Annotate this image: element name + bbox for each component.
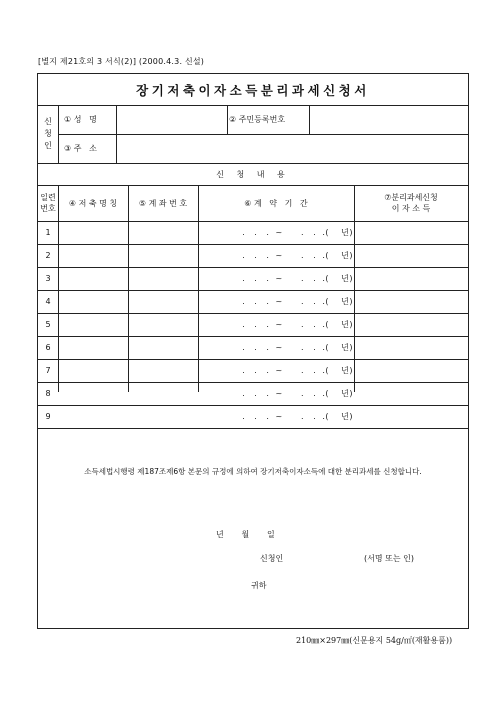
applicant-section: [38, 105, 468, 164]
row-serial-number: 3: [45, 274, 51, 283]
row-contract-period[interactable]: . . . ~ . . .( 년): [242, 274, 353, 283]
table-row: [38, 267, 468, 291]
name-label: ① 성 명: [64, 115, 97, 124]
resident-number-label: ② 주민등록번호: [229, 115, 286, 124]
row-contract-period[interactable]: . . . ~ . . .( 년): [242, 297, 353, 306]
row-contract-period[interactable]: . . . ~ . . .( 년): [242, 251, 353, 260]
table-row: [38, 336, 468, 360]
row-serial-number: 7: [45, 366, 51, 375]
row-contract-period[interactable]: . . . ~ . . .( 년): [242, 389, 353, 398]
name-field[interactable]: [117, 105, 227, 134]
serial-number-header: 일련번호: [40, 193, 56, 213]
row-contract-period[interactable]: . . . ~ . . .( 년): [242, 412, 353, 421]
row-serial-number: 1: [45, 228, 51, 237]
row-serial-number: 8: [45, 389, 51, 398]
table-row: [38, 313, 468, 337]
row-contract-period[interactable]: . . . ~ . . .( 년): [242, 320, 353, 329]
contract-period-header: ⑥ 계 약 기 간: [244, 198, 308, 208]
recipient-label: 귀하: [251, 581, 267, 590]
savings-name-header: ④ 저 축 명 칭: [68, 198, 118, 208]
form-number-note: [별지 제21호의 3 서식(2)] (2000.4.3. 신설): [38, 57, 205, 66]
table-row: [38, 290, 468, 314]
row-serial-number: 9: [45, 412, 51, 421]
form-title: 장기저축이자소득분리과세신청서: [136, 82, 370, 98]
details-table-header: [38, 185, 468, 222]
table-row: [38, 221, 468, 245]
separate-tax-income-header: ⑦분리과세신청 이 자 소 득: [384, 193, 438, 213]
signature-note[interactable]: (서명 또는 인): [364, 554, 414, 563]
account-number-header: ⑤ 계 좌 번 호: [138, 198, 188, 208]
form-title-row: [38, 74, 468, 106]
row-contract-period[interactable]: . . . ~ . . .( 년): [242, 228, 353, 237]
row-contract-period[interactable]: . . . ~ . . .( 년): [242, 343, 353, 352]
applicant-side-label: 신청인: [44, 117, 52, 150]
table-row: [38, 405, 468, 429]
table-row: [38, 382, 468, 406]
row-serial-number: 2: [45, 251, 51, 260]
application-details-heading: 신 청 내 용: [38, 163, 468, 186]
row-serial-number: 6: [45, 343, 51, 352]
address-label: ③ 주 소: [64, 144, 97, 153]
row-contract-period[interactable]: . . . ~ . . .( 년): [242, 366, 353, 375]
table-row: [38, 244, 468, 268]
application-form: [37, 73, 469, 629]
paper-spec-note: 210㎜×297㎜(신문용지 54g/㎡(재활용품)): [296, 636, 453, 645]
address-field[interactable]: [117, 134, 468, 163]
table-row: [38, 359, 468, 383]
row-serial-number: 5: [45, 320, 51, 329]
resident-number-field[interactable]: [310, 105, 468, 134]
date-line[interactable]: 년 월 일: [216, 530, 275, 539]
applicant-signature-label: 신청인: [260, 554, 284, 563]
row-serial-number: 4: [45, 297, 51, 306]
application-statement: 소득세법시행령 제187조제6항 본문의 규정에 의하여 장기저축이자소득에 대한 분리과세를 신청합니다.: [84, 467, 422, 476]
